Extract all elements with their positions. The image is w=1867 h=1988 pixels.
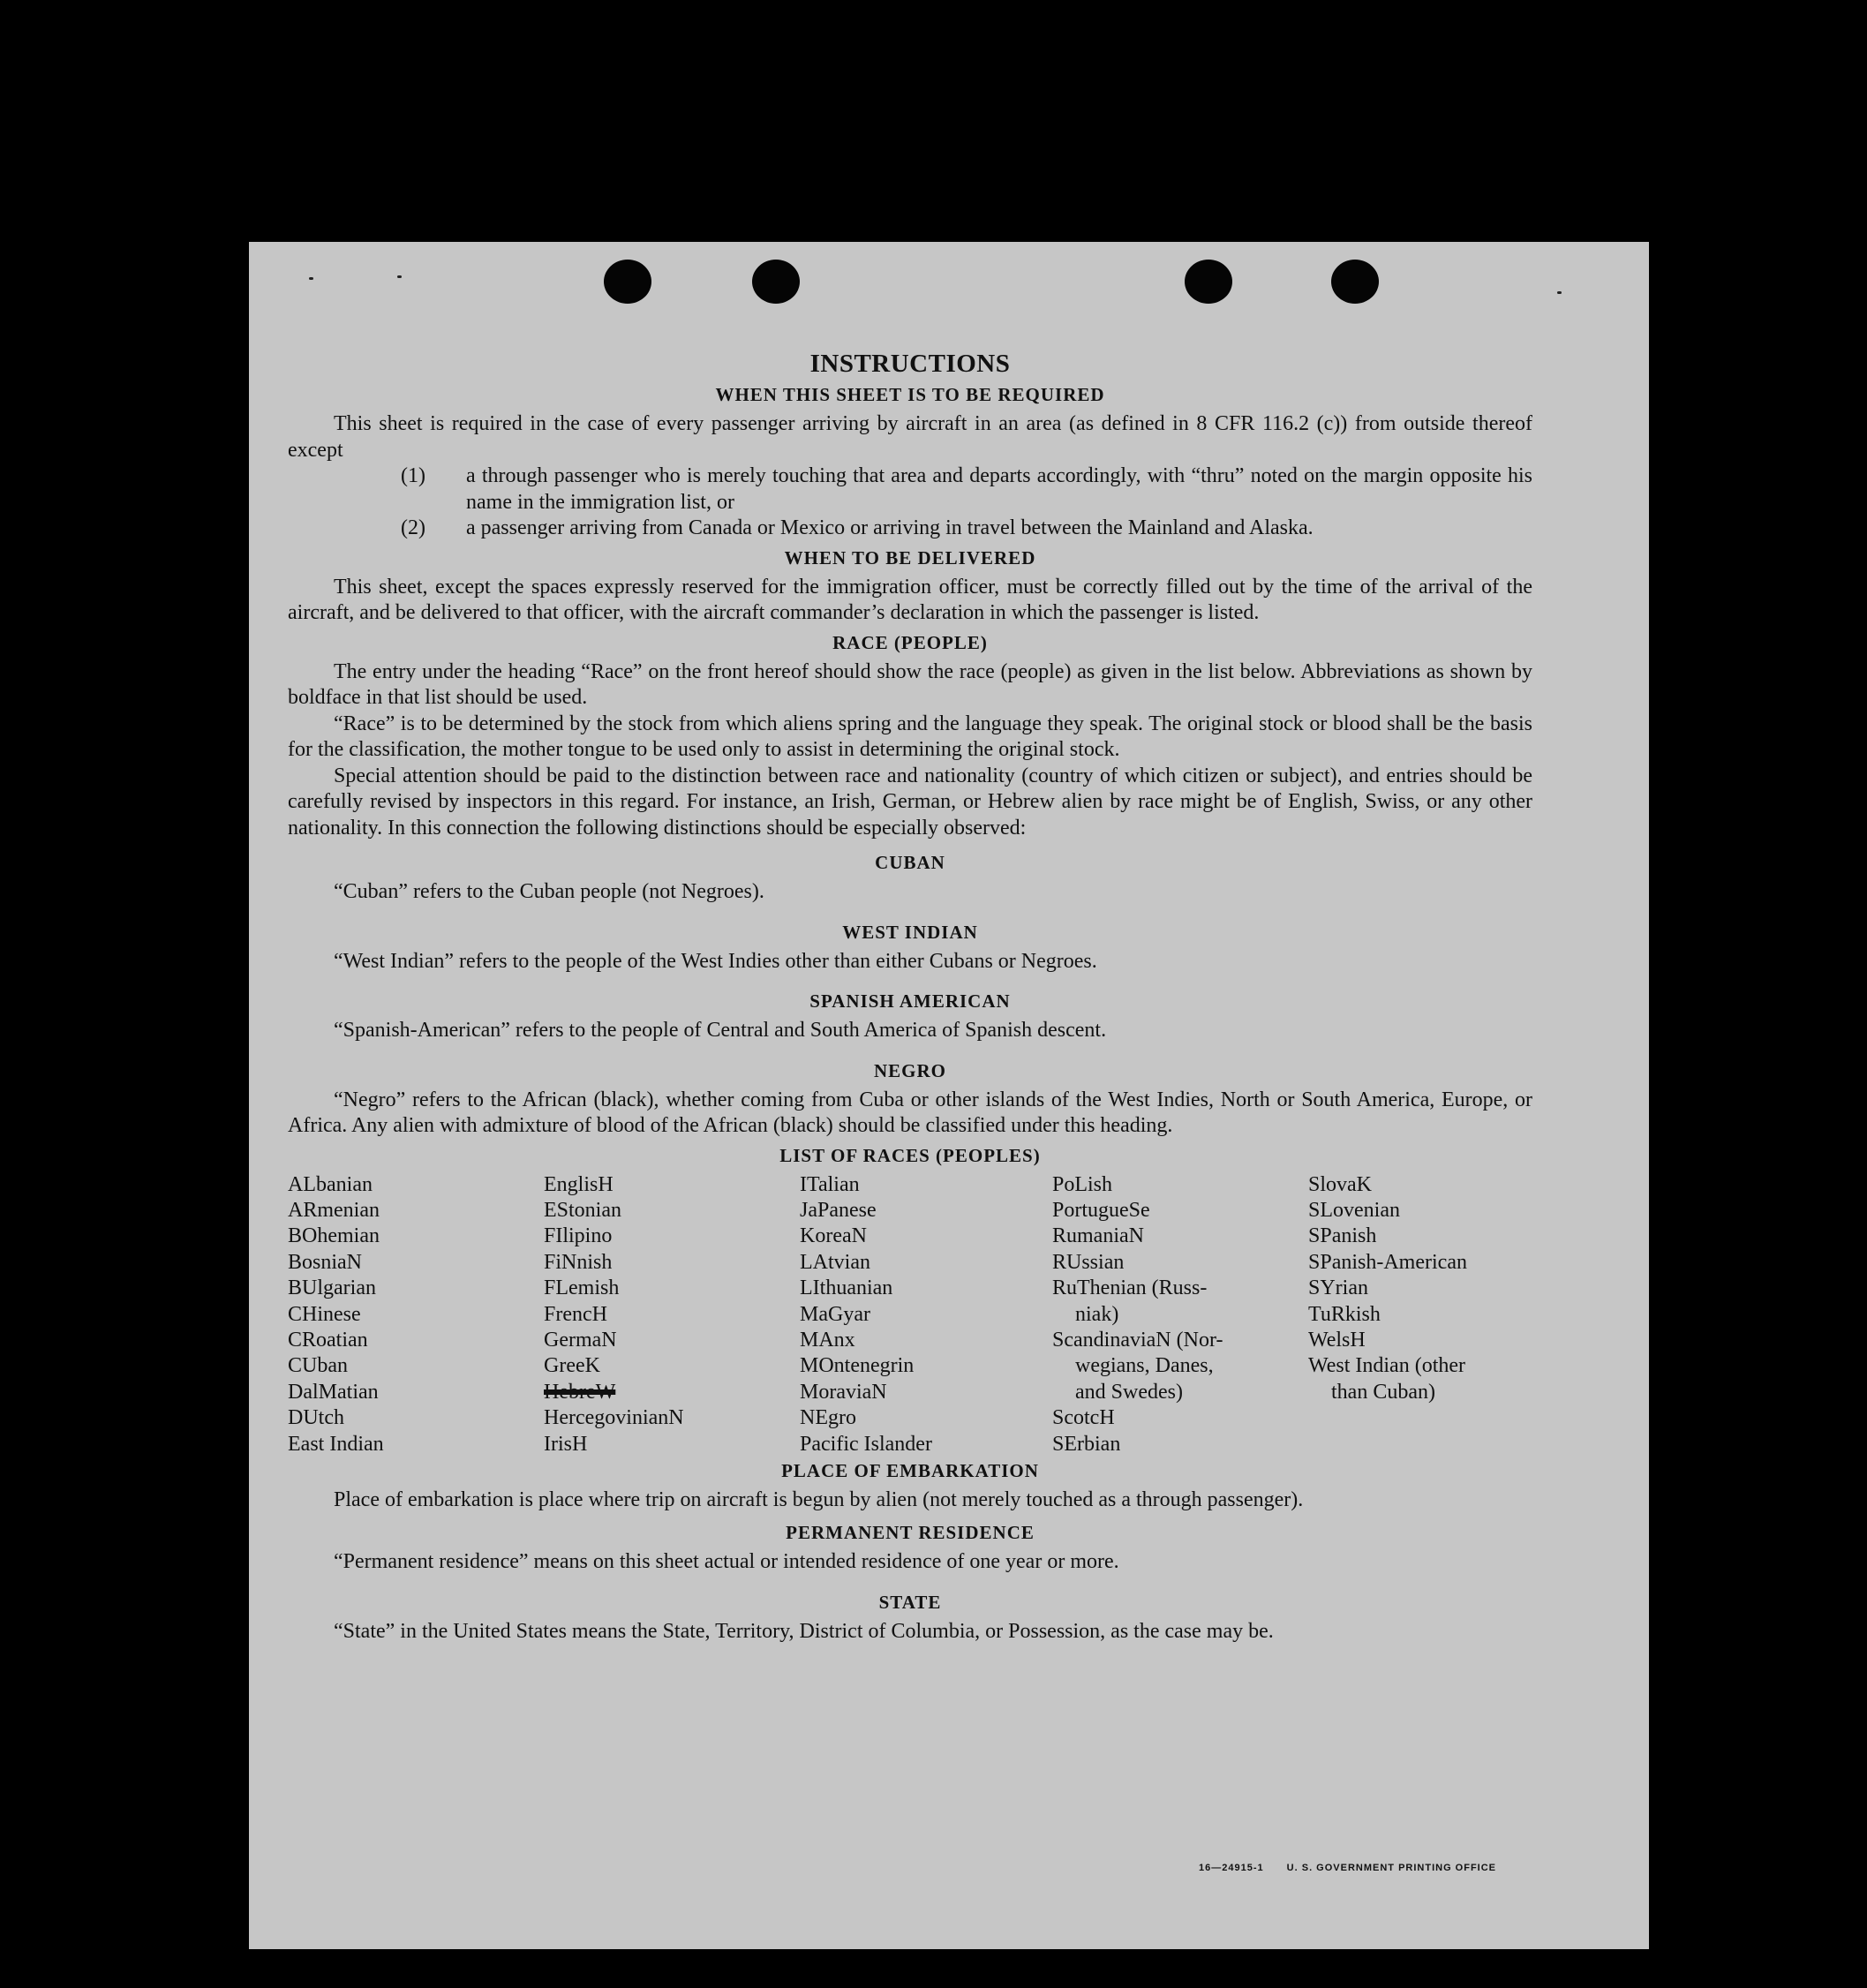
race-entry: PortugueSe xyxy=(1052,1198,1150,1222)
race-entry: Pacific Islander xyxy=(800,1432,932,1456)
race-entry: ARmenian xyxy=(288,1198,380,1222)
race-entry: SYrian xyxy=(1308,1276,1368,1300)
race-entry: BosniaN xyxy=(288,1250,362,1274)
race-entry: SPanish-American xyxy=(1308,1250,1467,1274)
race-entry: SErbian xyxy=(1052,1432,1121,1456)
paragraph: “State” in the United States means the State, Territory, District of Columbia, or Possession, as the case may be. xyxy=(334,1619,1274,1643)
race-entry: EStonian xyxy=(544,1198,621,1222)
section-heading: PERMANENT RESIDENCE xyxy=(786,1522,1035,1543)
paragraph: This sheet, except the spaces expressly reserved for the immigration officer, must be correctly filled out by the time of the arrival of the aircraft, and be delivered to that officer, with the aircraft commander’s declaration in which the passenger is listed. xyxy=(288,575,1532,624)
section-heading: SPANISH AMERICAN xyxy=(809,990,1011,1012)
section-heading: PLACE OF EMBARKATION xyxy=(781,1459,1039,1481)
race-entry: TuRkish xyxy=(1308,1302,1381,1326)
list-item xyxy=(288,516,1532,542)
race-entry: CRoatian xyxy=(288,1328,368,1352)
race-entry: MoraviaN xyxy=(800,1380,887,1404)
page-title: INSTRUCTIONS xyxy=(809,350,1011,378)
race-entry: FLemish xyxy=(544,1276,620,1300)
race-entry: West Indian (other xyxy=(1308,1354,1466,1378)
paragraph: Special attention should be paid to the distinction between race and nationality (country of which citizen or subject), and entries should be carefully revised by inspectors in this regard. For instance, an Irish, German, or Hebrew alien by race might be of English, Swiss, or any other nationality. In this connection the following distinctions should be especially observed: xyxy=(288,764,1532,840)
race-entry: IrisH xyxy=(544,1432,588,1456)
race-entry: ALbanian xyxy=(288,1172,373,1196)
race-entry: East Indian xyxy=(288,1432,384,1456)
race-entry: RumaniaN xyxy=(1052,1224,1144,1248)
paragraph: This sheet is required in the case of every passenger arriving by aircraft in an area (as defined in 8 CFR 116.2 (c)) from outside thereof except xyxy=(288,412,1532,462)
section-heading: RACE (PEOPLE) xyxy=(832,631,988,653)
race-entry: MaGyar xyxy=(800,1302,870,1326)
races-column xyxy=(1308,1172,1467,1406)
race-entry: KoreaN xyxy=(800,1224,867,1248)
race-entry: GermaN xyxy=(544,1328,617,1352)
punch-hole xyxy=(604,260,651,304)
race-entry: BOhemian xyxy=(288,1224,380,1248)
race-entry: MOntenegrin xyxy=(800,1354,915,1378)
form-number: 16—24915-1 xyxy=(1199,1863,1264,1873)
race-entry: SLovenian xyxy=(1308,1198,1400,1222)
item-text: a passenger arriving from Canada or Mexico or arriving in travel between the Mainland and Alaska. xyxy=(466,516,1314,539)
paragraph: “Cuban” refers to the Cuban people (not Negroes). xyxy=(334,880,764,903)
race-entry: MAnx xyxy=(800,1328,855,1352)
speck xyxy=(309,277,313,280)
item-number: (1) xyxy=(401,464,425,487)
section-heading: WEST INDIAN xyxy=(842,921,978,943)
race-entry: and Swedes) xyxy=(1075,1380,1183,1404)
race-entry: ScotcH xyxy=(1052,1406,1115,1430)
paragraph: The entry under the heading “Race” on the front hereof should show the race (people) as given in the list below. Abbreviations as shown by boldface in that list should be used. xyxy=(288,659,1532,709)
printer-name: U. S. GOVERNMENT PRINTING OFFICE xyxy=(1286,1863,1497,1873)
races-column xyxy=(1052,1172,1223,1457)
race-entry: WelsH xyxy=(1308,1328,1366,1352)
paragraph: “Permanent residence” means on this sheet actual or intended residence of one year or more. xyxy=(334,1550,1119,1573)
races-list xyxy=(288,1172,1532,1455)
speck xyxy=(397,275,402,278)
paragraph: “West Indian” refers to the people of the West Indies other than either Cubans or Negroes. xyxy=(334,949,1097,973)
section-heading: WHEN THIS SHEET IS TO BE REQUIRED xyxy=(715,384,1105,405)
race-entry: DUtch xyxy=(288,1406,344,1430)
item-number: (2) xyxy=(401,516,425,539)
section-heading: NEGRO xyxy=(873,1059,946,1081)
race-entry: ScandinaviaN (Nor- xyxy=(1052,1328,1223,1352)
race-entry-struck: HebreW xyxy=(544,1380,616,1404)
race-entry: RUssian xyxy=(1052,1250,1125,1274)
race-entry: DalMatian xyxy=(288,1380,379,1404)
race-entry: CUban xyxy=(288,1354,348,1378)
punch-hole xyxy=(1185,260,1232,304)
race-entry: RuThenian (Russ- xyxy=(1052,1276,1208,1300)
race-entry: LAtvian xyxy=(800,1250,870,1274)
race-entry: BUlgarian xyxy=(288,1276,376,1300)
paragraph: Place of embarkation is place where trip on aircraft is begun by alien (not merely touched as a through passenger). xyxy=(334,1487,1304,1511)
instructions-content xyxy=(288,350,1532,1645)
section-heading: WHEN TO BE DELIVERED xyxy=(784,546,1036,569)
section-heading: CUBAN xyxy=(875,852,945,873)
section-heading: LIST OF RACES (PEOPLES) xyxy=(779,1144,1041,1166)
paragraph: “Spanish-American” refers to the people of Central and South America of Spanish descent. xyxy=(334,1019,1107,1042)
races-column xyxy=(288,1172,384,1457)
document-sheet xyxy=(249,242,1649,1949)
paragraph: “Race” is to be determined by the stock from which aliens spring and the language they speak. The original stock or blood shall be the basis for the classification, the mother tongue to be used only to assist in determining the original stock. xyxy=(288,712,1532,761)
race-entry: JaPanese xyxy=(800,1198,877,1222)
punch-hole xyxy=(752,260,800,304)
race-entry: SPanish xyxy=(1308,1224,1377,1248)
race-entry: LIthuanian xyxy=(800,1276,893,1300)
paragraph: “Negro” refers to the African (black), whether coming from Cuba or other islands of the West Indies, North or South America, Europe, or Africa. Any alien with admixture of blood of the African (black) should be classified under this heading. xyxy=(288,1088,1532,1137)
race-entry: NEgro xyxy=(800,1406,856,1430)
race-entry: SlovaK xyxy=(1308,1172,1372,1196)
race-entry: niak) xyxy=(1075,1302,1119,1326)
race-entry: FrencH xyxy=(544,1302,607,1326)
race-entry: EnglisH xyxy=(544,1172,614,1196)
race-entry: CHinese xyxy=(288,1302,361,1326)
race-entry: FiNnish xyxy=(544,1250,613,1274)
race-entry: wegians, Danes, xyxy=(1075,1354,1214,1378)
races-column xyxy=(800,1172,932,1457)
race-entry: GreeK xyxy=(544,1354,600,1378)
list-item xyxy=(288,463,1532,516)
item-text: a through passenger who is merely touching that area and departs accordingly, with “thru” noted on the margin opposite his name in the immigration list, or xyxy=(466,464,1532,514)
punch-hole xyxy=(1331,260,1379,304)
printer-imprint xyxy=(1199,1863,1496,1873)
speck xyxy=(1557,291,1562,294)
race-entry: than Cuban) xyxy=(1331,1380,1435,1404)
race-entry: FIlipino xyxy=(544,1224,613,1248)
races-column xyxy=(544,1172,684,1457)
race-entry: PoLish xyxy=(1052,1172,1113,1196)
race-entry: ITalian xyxy=(800,1172,860,1196)
section-heading: STATE xyxy=(878,1591,942,1613)
race-entry: HercegovinianN xyxy=(544,1406,684,1430)
